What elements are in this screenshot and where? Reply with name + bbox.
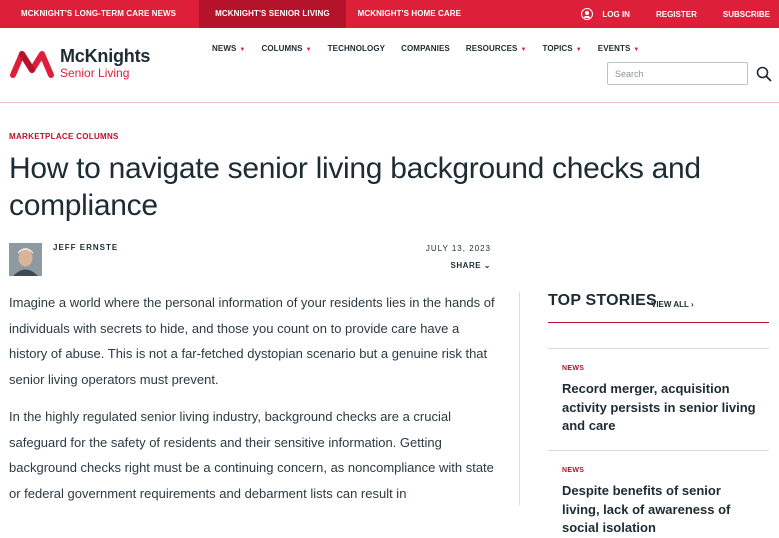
article-body [9,290,497,518]
site-logo[interactable] [10,47,150,80]
login-link[interactable] [581,8,630,20]
caret-down-icon: ▼ [575,47,582,53]
column-divider [519,292,520,505]
top-stories-heading: TOP STORIES [548,292,657,309]
publish-date: JULY 13, 2023 [425,244,491,253]
nav-label: EVENTS [597,44,631,53]
nav-label: NEWS [212,44,237,53]
register-link[interactable]: REGISTER [655,9,697,19]
search-button[interactable] [756,66,772,82]
view-all-link[interactable]: VIEW ALL › [651,300,694,309]
heading-underline [548,322,769,323]
user-icon [581,8,593,20]
site-link-long-term-care[interactable]: MCKNIGHT'S LONG-TERM CARE NEWS [21,9,177,18]
network-sites [0,0,473,28]
nav-label: RESOURCES [465,44,518,53]
nav-item-events[interactable] [598,44,640,53]
nav-item-news[interactable] [212,44,245,53]
nav-item-columns[interactable] [261,44,311,53]
caret-down-icon: ▼ [633,47,640,53]
article-paragraph: In the highly regulated senior living industry, background checks are a crucial safeguard for the safety of residents and their sensitive information. Getting background checks right must be a continuing concern, as noncompliance with state or federal government requirements and debarment lists can result in [9,409,494,501]
account-links [555,0,770,28]
nav-label: TECHNOLOGY [327,44,386,53]
caret-down-icon: ▼ [520,47,527,53]
caret-down-icon: ▼ [239,47,246,53]
nav-item-resources[interactable] [466,44,527,53]
nav-label: COMPANIES [401,44,450,53]
search-input[interactable] [607,62,748,85]
site-link-home-care[interactable]: MCKNIGHT'S HOME CARE [357,9,462,18]
article-title: How to navigate senior living background checks and compliance [9,152,701,222]
author-name[interactable]: JEFF ERNSTE [53,243,119,252]
story-divider [548,348,769,349]
story-divider [548,450,769,451]
login-label: LOG IN [602,9,630,19]
story-tag[interactable]: NEWS [562,365,585,372]
author-photo [9,243,42,276]
top-bar [0,0,779,28]
article-paragraph: Imagine a world where the personal information of your residents lies in the hands of individuals with secrets to hide, and those you count on to provide care have a history of abuse. This is not a far-fetched dystopian scenario but a genuine risk that senior living operators must prevent. [9,295,495,387]
article-category[interactable]: MARKETPLACE COLUMNS [9,132,119,141]
nav-label: COLUMNS [261,44,303,53]
logo-subtitle: Senior Living [60,66,130,80]
author-avatar[interactable] [9,243,42,276]
nav-label: TOPICS [542,44,573,53]
nav-item-topics[interactable] [543,44,582,53]
chevron-down-icon: ⌄ [483,261,491,270]
site-link-senior-living[interactable]: MCKNIGHT'S SENIOR LIVING [199,0,346,28]
search-icon [756,66,772,82]
caret-down-icon: ▼ [305,47,312,53]
nav-item-companies[interactable] [401,44,450,53]
story-title-link[interactable]: Record merger, acquisition activity persists in senior living and care [562,381,756,433]
share-button[interactable] [451,261,491,270]
logo-name: McKnights [60,46,151,66]
story-title-link[interactable]: Despite benefits of senior living, lack of awareness of social isolation [562,483,731,535]
logo-mark-icon [10,48,54,80]
subscribe-link[interactable]: SUBSCRIBE [722,9,770,19]
story-tag[interactable]: NEWS [562,467,585,474]
share-label: SHARE [450,261,482,270]
main-nav [212,44,655,53]
nav-item-technology[interactable] [328,44,385,53]
